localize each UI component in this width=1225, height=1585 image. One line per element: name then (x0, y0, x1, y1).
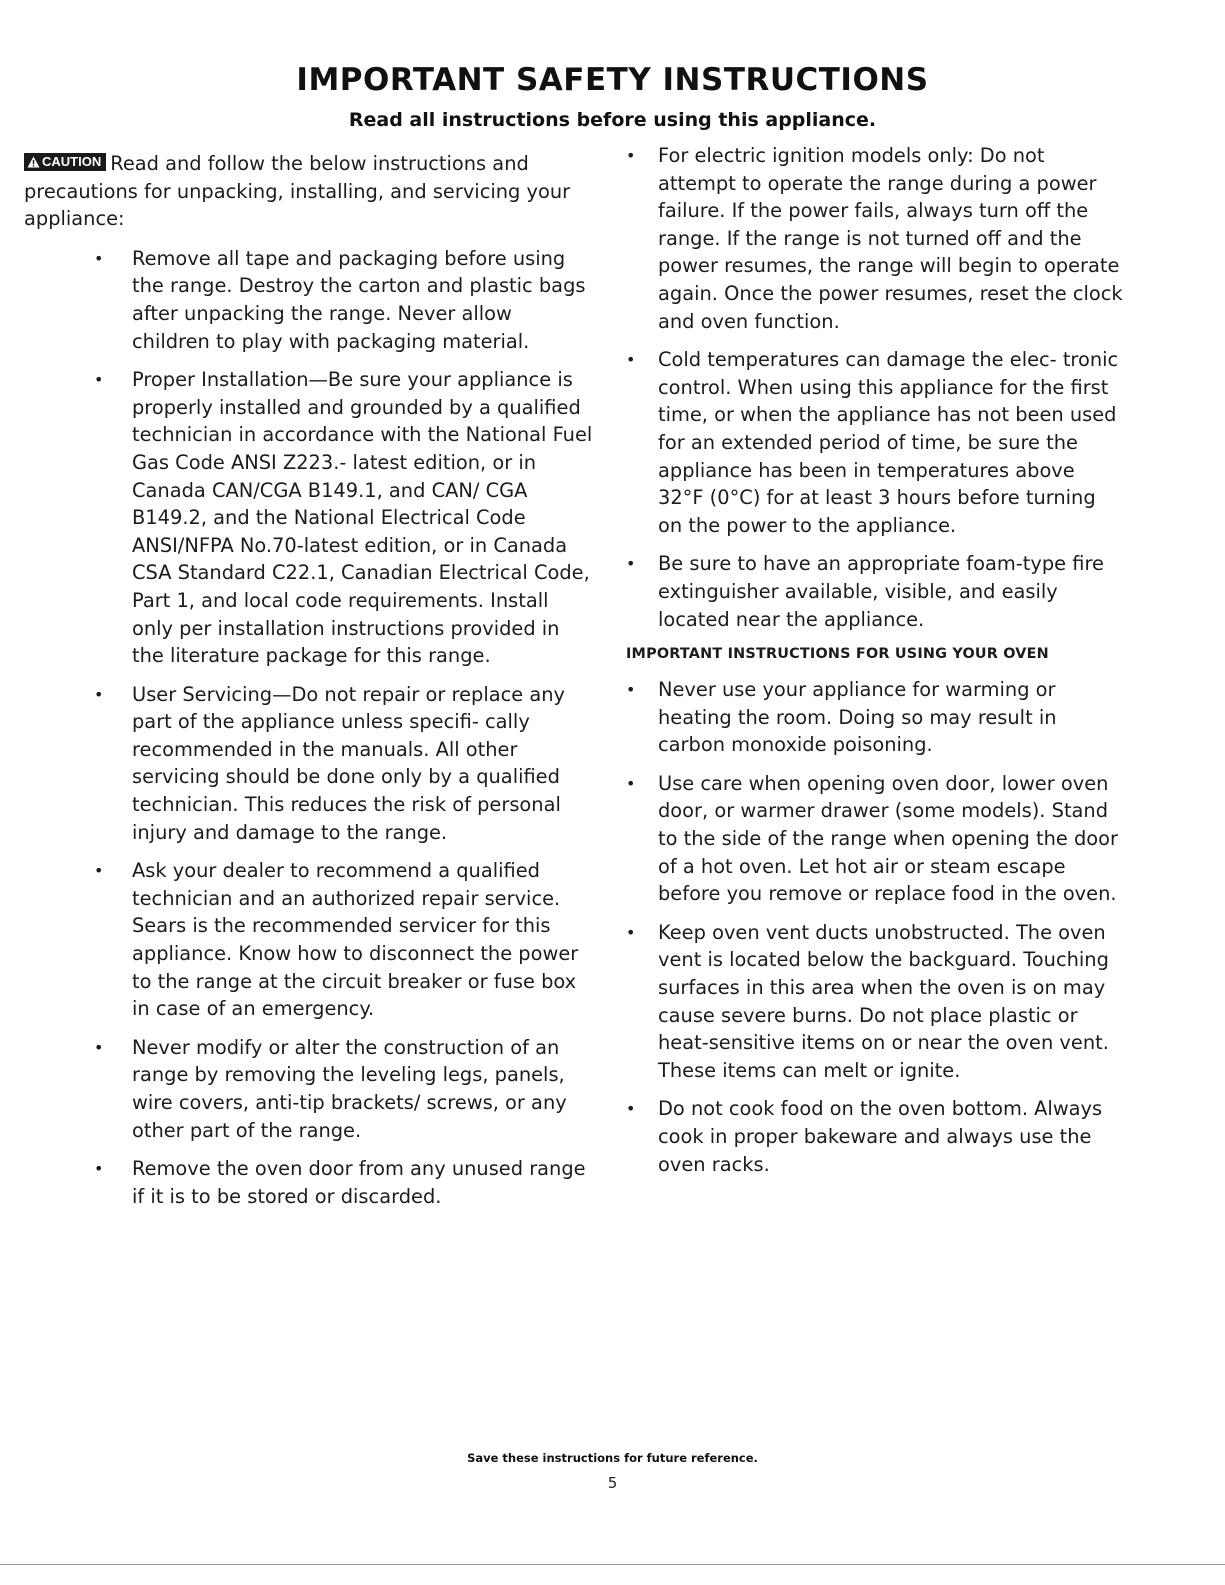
list-item-text: User Servicing—Do not repair or replace any part of the appliance unless specifi- cally recommended in the manuals. All other servicing should be done only by a qualified technician. This reduces the risk of personal injury and damage to the range. (132, 682, 565, 844)
bullet: • (626, 146, 636, 165)
list-item (24, 366, 594, 670)
list-item (24, 857, 594, 1023)
list-item-text: Use care when opening oven door, lower oven door, or warmer drawer (some models). Stand to the side of the range when opening the door of a hot oven. Let hot air or steam escape before you remove or replace food in the oven. (658, 771, 1118, 906)
list-item (624, 919, 1124, 1085)
bullet: • (626, 554, 636, 574)
bullet: • (94, 861, 104, 881)
list-item-text: Keep oven vent ducts unobstructed. The oven vent is located below the backguard. Touching surfaces in this area when the oven is on may cause severe burns. Do not place plastic or heat-sensitive items on or near the oven vent. These items can melt or ignite. (658, 920, 1109, 1082)
page-subtitle: Read all instructions before using this appliance. (348, 109, 877, 131)
bottom-divider (0, 1564, 1225, 1565)
bullet: • (626, 680, 636, 700)
list-item (624, 676, 1124, 759)
bullet: • (626, 922, 636, 942)
list-item-text: Remove the oven door from any unused range if it is to be stored or discarded. (132, 1157, 586, 1208)
bullet: • (94, 684, 104, 704)
right-column (624, 142, 1124, 1189)
list-item-text: Ask your dealer to recommend a qualified technician and an authorized repair service. Sears is the recommended servicer for this appliance. Know how to disconnect the power to the range at the circuit breaker or fuse box in case of an emergency. (132, 859, 579, 1021)
list-item (24, 681, 594, 847)
list-item (624, 550, 1124, 633)
caution-intro-paragraph (24, 150, 594, 233)
list-item-text: Do not cook food on the oven bottom. Always cook in proper bakeware and always use the oven racks. (658, 1097, 1103, 1176)
list-item-text: Be sure to have an appropriate foam-type fire extinguisher available, visible, and easily located near the appliance. (658, 552, 1104, 631)
list-item (624, 346, 1124, 539)
list-item-text: Remove all tape and packaging before using the range. Destroy the carton and plastic bags after unpacking the range. Never allow children to play with packaging material. (132, 246, 586, 353)
list-item-text: Proper Installation—Be sure your appliance is properly installed and grounded by a qualified technician in accordance with the National Fuel Gas Code ANSI Z223.- latest edition, or in Canada CAN/CGA B149.1, and CAN/ CGA B149.2, and the National Electrical Code ANSI/NFPA No.70-latest edition, or in Canada CSA Standard C22.1, Canadian Electrical Code, Part 1, and local code requirements. Install only per installation instructions provided in the literature package for this range. (132, 368, 593, 668)
warning-triangle-icon (27, 156, 40, 168)
list-item (24, 245, 594, 355)
list-item-text: For electric ignition models only: Do not attempt to operate the range during a power failure. If the power fails, always turn off the range. If the range is not turned off and the power resumes, the range will begin to operate again. Once the power resumes, reset the clock and oven function. (658, 144, 1123, 333)
list-item (24, 1155, 594, 1210)
oven-section-heading: IMPORTANT INSTRUCTIONS FOR USING YOUR OVEN (626, 646, 1049, 663)
bullet: • (626, 773, 636, 793)
footer-note: Save these instructions for future reference. (467, 1451, 758, 1465)
page-title: IMPORTANT SAFETY INSTRUCTIONS (296, 62, 929, 98)
list-item (624, 770, 1124, 908)
left-safety-list (24, 245, 594, 1211)
list-item (624, 142, 1124, 335)
bullet: • (94, 248, 104, 268)
bullet: • (94, 1159, 104, 1179)
right-safety-list (624, 142, 1124, 633)
list-item (624, 1095, 1124, 1178)
caution-intro-text: Read and follow the below instructions and precautions for unpacking, installing, and servicing your appliance: (24, 152, 571, 231)
list-item-text: Never use your appliance for warming or heating the room. Doing so may result in carbon monoxide poisoning. (658, 678, 1057, 757)
page-number: 5 (607, 1474, 618, 1492)
bullet: • (94, 1037, 104, 1057)
caution-badge (24, 153, 106, 171)
oven-safety-list (624, 676, 1124, 1178)
bullet: • (626, 350, 636, 370)
left-column (24, 150, 594, 1221)
list-item-text: Never modify or alter the construction of an range by removing the leveling legs, panels, wire covers, anti-tip brackets/ screws, or any other part of the range. (132, 1035, 567, 1142)
list-item-text: Cold temperatures can damage the elec- tronic control. When using this appliance for the first time, or when the appliance has not been used for an extended period of time, be sure the appliance has been in temperatures above 32°F (0°C) for at least 3 hours before turning on the power to the appliance. (658, 348, 1119, 537)
bullet: • (626, 1099, 636, 1119)
bullet: • (94, 370, 104, 390)
caution-label: CAUTION (42, 154, 102, 170)
list-item (24, 1034, 594, 1144)
